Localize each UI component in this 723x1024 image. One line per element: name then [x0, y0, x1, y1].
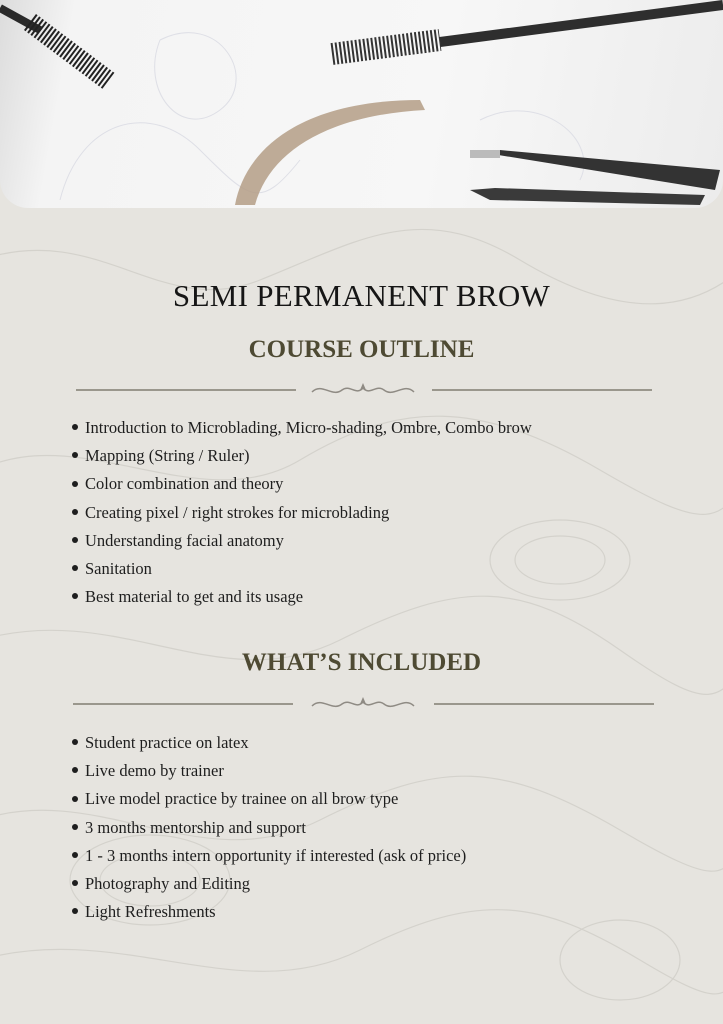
- divider-line: [432, 389, 652, 391]
- spoolie-brush-right-icon: [332, 5, 723, 54]
- divider-line: [73, 703, 293, 705]
- list-item: Mapping (String / Ruler): [72, 442, 532, 470]
- list-item: Photography and Editing: [72, 870, 466, 898]
- list-item: Best material to get and its usage: [72, 583, 532, 611]
- list-item: Introduction to Microblading, Micro-shading, Ombre, Combo brow: [72, 414, 532, 442]
- list-item: Live demo by trainer: [72, 757, 466, 785]
- tweezers-icon: [470, 150, 720, 205]
- course-outline-heading: COURSE OUTLINE: [248, 336, 475, 363]
- spoolie-brush-left-icon: [0, 8, 110, 82]
- flourish-ornament-icon: [308, 380, 418, 402]
- course-outline-list: [72, 414, 532, 611]
- whats-included-list: [72, 729, 466, 926]
- list-item: Student practice on latex: [72, 729, 466, 757]
- list-item: Color combination and theory: [72, 470, 532, 498]
- page-title: SEMI PERMANENT BROW: [172, 278, 551, 313]
- list-item: 3 months mentorship and support: [72, 814, 466, 842]
- hero-image-brow-tools: [0, 0, 723, 208]
- divider-line: [434, 703, 654, 705]
- list-item: Light Refreshments: [72, 898, 466, 926]
- list-item: 1 - 3 months intern opportunity if interested (ask of price): [72, 842, 466, 870]
- list-item: Creating pixel / right strokes for microblading: [72, 499, 532, 527]
- divider-line: [76, 389, 296, 391]
- list-item: Sanitation: [72, 555, 532, 583]
- brow-stroke: [235, 100, 425, 205]
- flourish-ornament-icon: [308, 694, 418, 716]
- list-item: Live model practice by trainee on all brow type: [72, 785, 466, 813]
- whats-included-heading: WHAT’S INCLUDED: [241, 649, 482, 676]
- list-item: Understanding facial anatomy: [72, 527, 532, 555]
